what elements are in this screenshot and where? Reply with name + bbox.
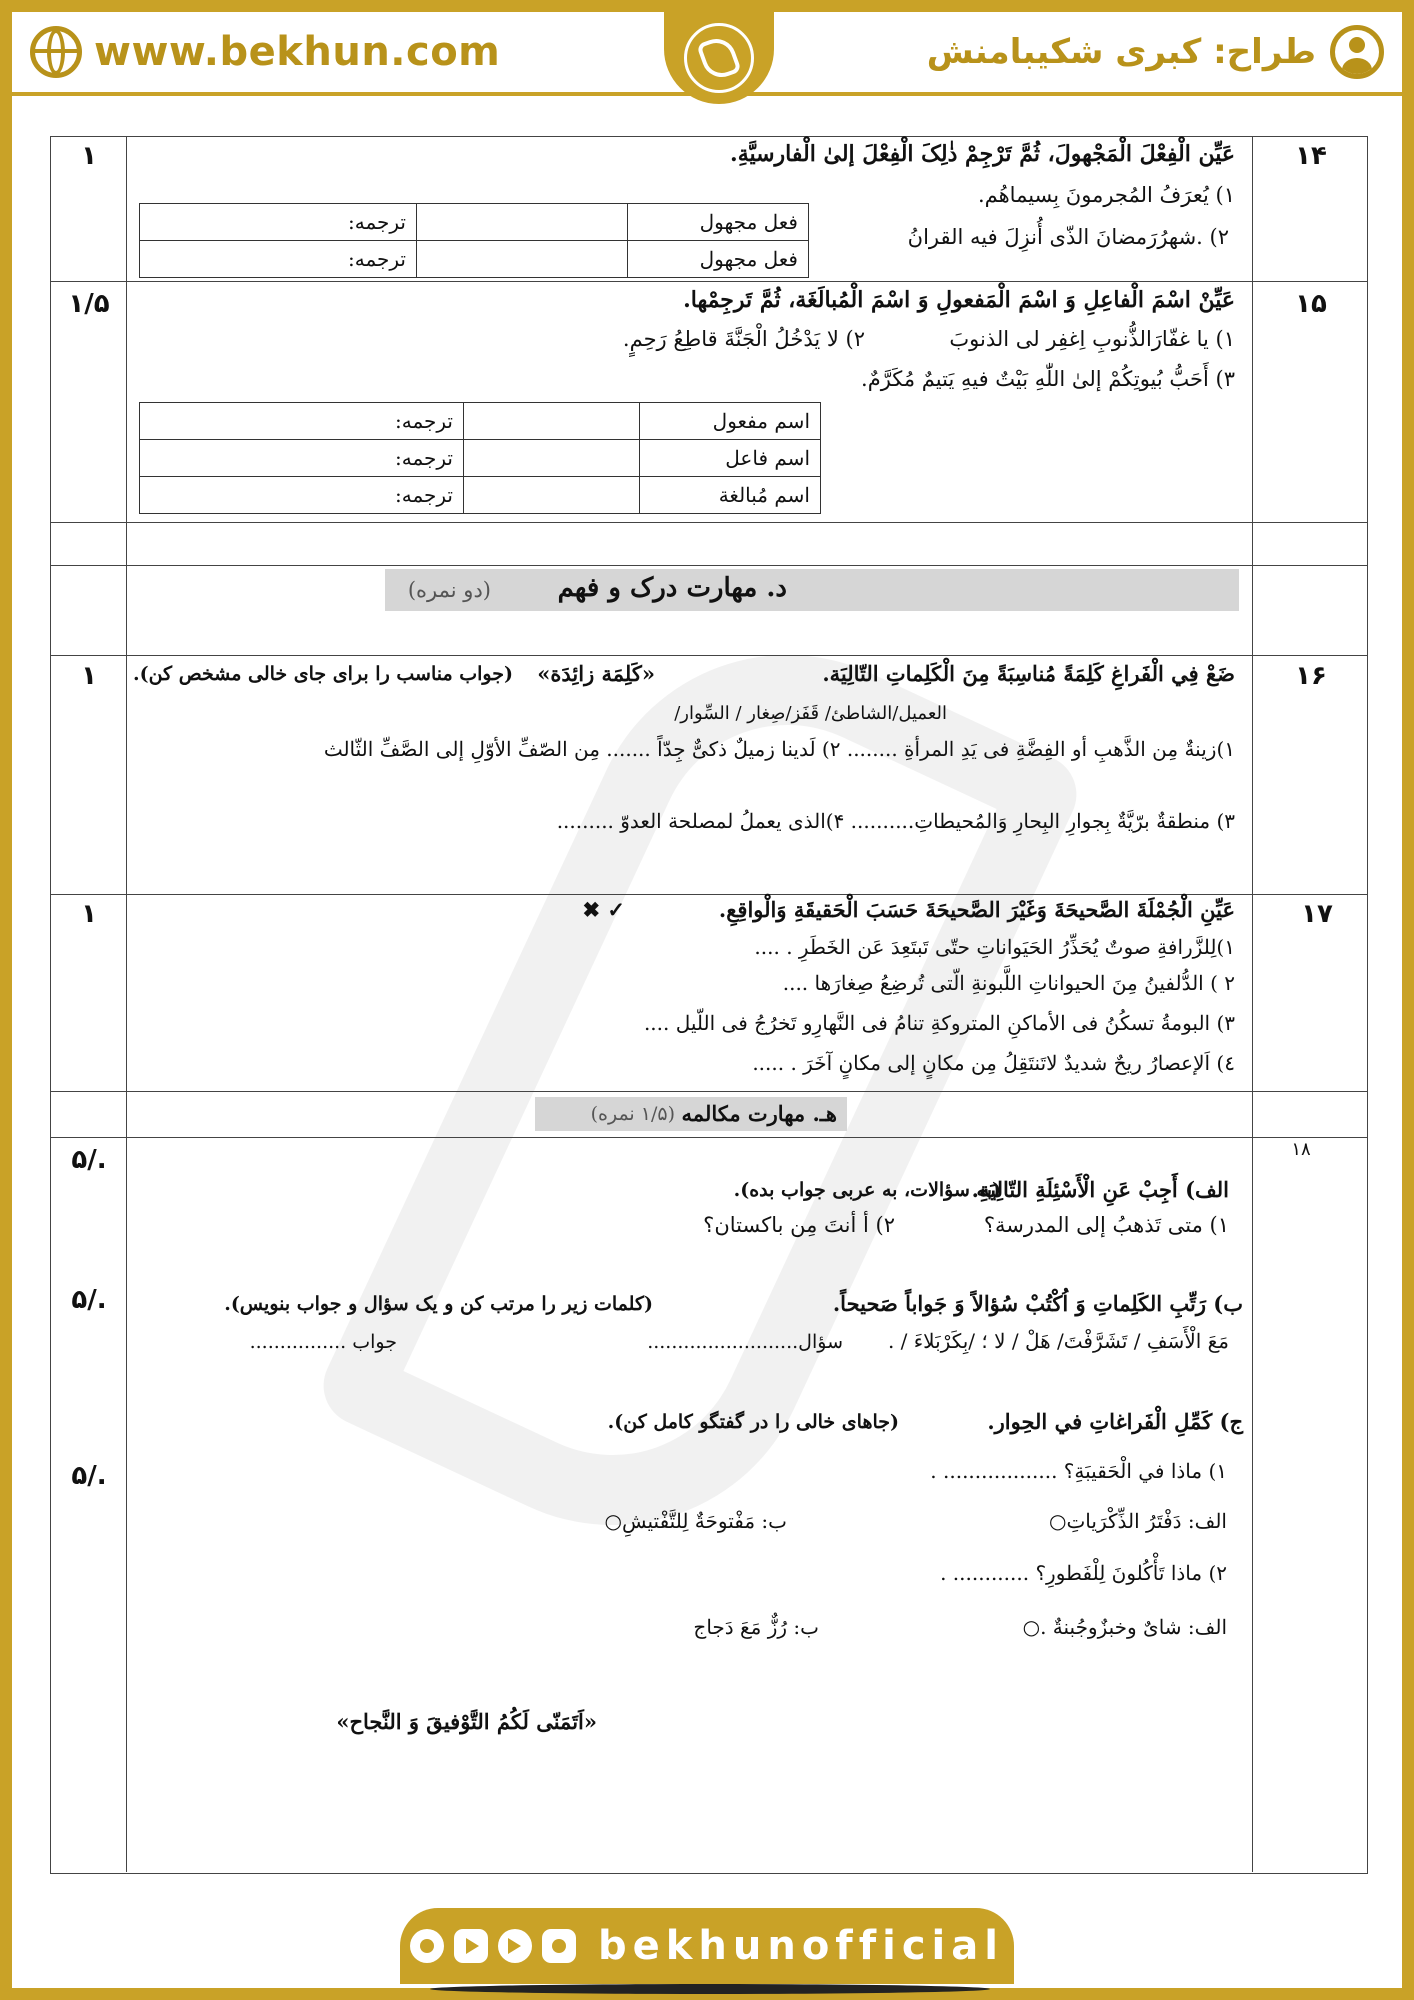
answer-blank[interactable]: [464, 440, 640, 477]
instagram-icon[interactable]: [542, 1929, 576, 1963]
answer-row: [140, 403, 821, 440]
question-blank[interactable]: سؤال.........................: [647, 1331, 843, 1353]
translation-label: ترجمه:: [140, 477, 464, 514]
social-handle: bekhunofficial: [598, 1923, 1004, 1969]
question-sentence: ۱)لِلزَّرافةِ صوتٌ یُحَذِّرُ الحَیَواناتِ حتّی تَبتَعِدَ عَن الخَطَرِ . ....: [754, 935, 1235, 959]
answer-row: [140, 204, 809, 241]
answer-blank[interactable]: [464, 477, 640, 514]
question-number: ۱۵: [1295, 289, 1327, 319]
part-instruction: (کلمات زیر را مرتب کن و یک سؤال و جواب بنویس).: [224, 1293, 653, 1315]
telegram-icon[interactable]: [498, 1929, 532, 1963]
option-b-label: ب: رُزٌّ مَعَ دَجاج: [693, 1615, 819, 1639]
question-number: ۱۴: [1295, 141, 1327, 171]
youtube-icon[interactable]: [454, 1929, 488, 1963]
row-divider: [51, 281, 1367, 282]
header-bar: [12, 12, 1402, 96]
globe-icon: [30, 26, 82, 78]
closing-wish: «اَتَمَنّی لَکُمُ التَّوْفیقَ وَ النَّجاح»: [336, 1709, 597, 1734]
answer-blank[interactable]: [464, 403, 640, 440]
answer-label: اسم مفعول: [640, 403, 821, 440]
answer-row: [140, 241, 809, 278]
section-heading: [385, 569, 1239, 611]
section-heading: [535, 1097, 847, 1131]
question-sentence: ۱) ماذا في الْحَقیبَةِ؟ .................. .: [930, 1459, 1227, 1483]
answer-label: فعل مجهول: [628, 204, 809, 241]
designer-credit: [927, 26, 1384, 78]
question-score: ۵/.: [71, 1461, 107, 1491]
row-divider: [51, 655, 1367, 656]
question-sentence: ۲ ) الدُّلفینُ مِنَ الحیواناتِ اللَّبونةِ الّتی تُرضِعُ صِغارَها ....: [782, 971, 1235, 995]
part-title: الف) أَجِبْ عَنِ الْأَسْئِلَةِ التّالِیَةِ.: [971, 1177, 1229, 1202]
word-bank: العمیل/الشاطئ/ قَفَز/صِغار / السِّوار/: [674, 703, 947, 724]
part-title: ج) کَمِّلِ الْفَراغاتِ في الحِوار.: [987, 1409, 1243, 1434]
option-b-label: ب: مَفْتوحَةٌ لِلتَّفْتیشِ: [622, 1509, 787, 1533]
option-a[interactable]: [1023, 1615, 1227, 1639]
translation-label: ترجمه:: [140, 403, 464, 440]
word-bank: مَعَ الْأَسَفِ / تَشَرَّفْتَ/ هَلْ / لا ؛ /بِکَرْبَلاءَ / .: [887, 1329, 1229, 1353]
question-title: عَیِّنْ اسْمَ الْفاعِلِ وَ اسْمَ الْمَفعولِ وَ اسْمَ الْمُبالَغَة، ثُمَّ تَرجِمْها.: [683, 287, 1235, 313]
row-divider: [51, 565, 1367, 566]
question-sentence: ۲) أ أنتَ مِن باکستان؟: [703, 1213, 895, 1237]
question-number: ۱۷: [1301, 899, 1333, 929]
answer-label: فعل مجهول: [628, 241, 809, 278]
question-sentence: ۳) أَحَبُّ بُیوتِکُمْ إلیٰ اللّٰهِ بَیْتٌ فیهِ یَتیمٌ مُکَرَّمٌ.: [861, 367, 1235, 391]
answer-label: اسم مُبالغة: [640, 477, 821, 514]
question-score: ۱: [81, 661, 97, 691]
radio-circle-icon[interactable]: ○: [1049, 1509, 1067, 1533]
section-note: (دو نمره): [407, 578, 491, 602]
footer-bar: [400, 1908, 1014, 1984]
question-score: ۱: [81, 141, 97, 171]
footer-shadow: [430, 1984, 990, 1994]
book-logo-icon: [696, 33, 742, 82]
question-title: عَیِّنِ الْجُمْلَةَ الصَّحیحَةَ وَغَیْرَ الصَّحیحَةَ حَسَبَ الْحَقیقَةِ وَالْواقِعِ.: [718, 897, 1235, 922]
radio-circle-icon[interactable]: ○: [604, 1509, 622, 1533]
answer-blank[interactable]: [417, 204, 628, 241]
question-sentence: ۱) متی تَذهبُ إلی المدرسة؟: [983, 1213, 1229, 1237]
question-sentence: ۱) یا غفّارَالذُّنوبِ اِغفِر لی الذنوبَ: [949, 327, 1235, 351]
translation-label: ترجمه:: [140, 204, 417, 241]
true-false-marks: ✓ ✖: [582, 897, 625, 922]
designer-name: طراح: کبری شکیبامنش: [926, 32, 1316, 72]
row-divider: [51, 1137, 1367, 1138]
option-b[interactable]: [605, 1509, 787, 1533]
exam-table: [50, 136, 1368, 1874]
row-divider: [51, 1091, 1367, 1092]
answer-table: [139, 203, 809, 278]
section-note: (۱/۵ نمره): [590, 1103, 675, 1125]
answer-label: اسم فاعل: [640, 440, 821, 477]
question-sentence: ٤) اَلإعصارُ ریحٌ شدیدٌ لاتَنتَقِلُ مِن مکانٍ إلی مکانٍ آخَرَ . .....: [752, 1051, 1235, 1075]
answer-blank[interactable]: جواب ................: [249, 1331, 397, 1353]
row-divider: [51, 522, 1367, 523]
part-instruction: (جاهای خالی را در گفتگو کامل کن).: [607, 1411, 899, 1433]
question-score: ۱/۵: [68, 289, 110, 319]
option-a-label: الف: شایٌ وخبزٌوجُبنةٌ .: [1040, 1615, 1227, 1639]
translation-label: ترجمه:: [140, 241, 417, 278]
radio-circle-icon[interactable]: ○: [1022, 1615, 1041, 1639]
question-score: ۵/.: [71, 1285, 107, 1315]
website-url: www.bekhun.com: [94, 29, 501, 75]
row-divider: [51, 894, 1367, 895]
answer-table: [139, 402, 821, 514]
option-a-label: الف: دَفْتَرُ الذِّکْرَیاتِ: [1066, 1509, 1227, 1533]
extra-word-note: «کَلِمَة زائِدَة»: [537, 661, 655, 686]
score-column-divider: [126, 137, 127, 1872]
question-title: ضَعْ فِي الْفَراغِ کَلِمَةً مُناسِبَةً مِنَ الْکَلِماتِ التّالِیَة.: [822, 661, 1235, 686]
question-number: ۱۶: [1295, 661, 1327, 691]
answer-row: [140, 477, 821, 514]
part-instruction: (به سؤالات، به عربی جواب بده).: [733, 1179, 1001, 1201]
question-sentence: ۳) البومةُ تسکُنُ فی الأماکنِ المتروکةِ تنامُ فی النَّهارِو تَخرُجُ فی اللّیل ....: [643, 1011, 1235, 1035]
website-link[interactable]: [30, 26, 500, 78]
question-sentence: ۱)زینةٌ مِن الذَّهبِ أو الفِضَّةِ فی یَدِ المرأةِ ........ ۲) لَدینا زمیلٌ ذکیٌّ جِدّاً ....... مِن الصّفِّ الأوّلِ إلی الصَّفِّ الثّالث: [323, 737, 1235, 761]
question-sentence: ۳) منطقةٌ برّیَّةٌ بِجوارِ البِحارِ وَالمُحیطاتِ.......... ۴)الذی یعملُ لمصلحة العدوّ .........: [556, 809, 1235, 833]
question-sentence: ۱) یُعرَفُ المُجرمونَ بِسیماهُم.: [977, 183, 1235, 207]
user-icon: [1330, 25, 1384, 79]
question-sentence: ۲) .شهرُرَمضانَ الذّی أُنزِلَ فیه القرانُ: [907, 225, 1229, 249]
question-score: ۱: [81, 899, 97, 929]
question-sentence: ۲) ماذا تَأْکُلونَ لِلْفَطورِ؟ ............ .: [940, 1561, 1227, 1585]
number-column-divider: [1252, 137, 1253, 1872]
question-instruction: (جواب مناسب را برای جای خالی مشخص کن).: [132, 663, 513, 685]
aparat-icon[interactable]: [410, 1929, 444, 1963]
brand-logo: [664, 12, 774, 104]
question-score: ۵/.: [71, 1145, 107, 1175]
section-title: د. مهارت درک و فهم: [557, 573, 787, 603]
question-sentence: ۲) لا یَدْخُلُ الْجَنَّةَ قاطِعُ رَحِمٍ.: [622, 327, 865, 351]
answer-blank[interactable]: [417, 241, 628, 278]
part-title: ب) رَتِّبِ الکَلِماتِ وَ اُکْتُبْ سُؤالاً وَ جَواباً صَحیحاً.: [832, 1291, 1243, 1316]
section-title: هـ. مهارت مکالمه: [681, 1101, 837, 1126]
question-title: عَیِّن الْفِعْلَ الْمَجْهولَ، ثُمَّ تَرْجِمْ ذٰلِکَ الْفِعْلَ إلیٰ الْفارسیَّةِ.: [730, 141, 1235, 167]
answer-row: [140, 440, 821, 477]
option-a[interactable]: [1049, 1509, 1227, 1533]
question-number: ۱۸: [1291, 1139, 1311, 1160]
translation-label: ترجمه:: [140, 440, 464, 477]
